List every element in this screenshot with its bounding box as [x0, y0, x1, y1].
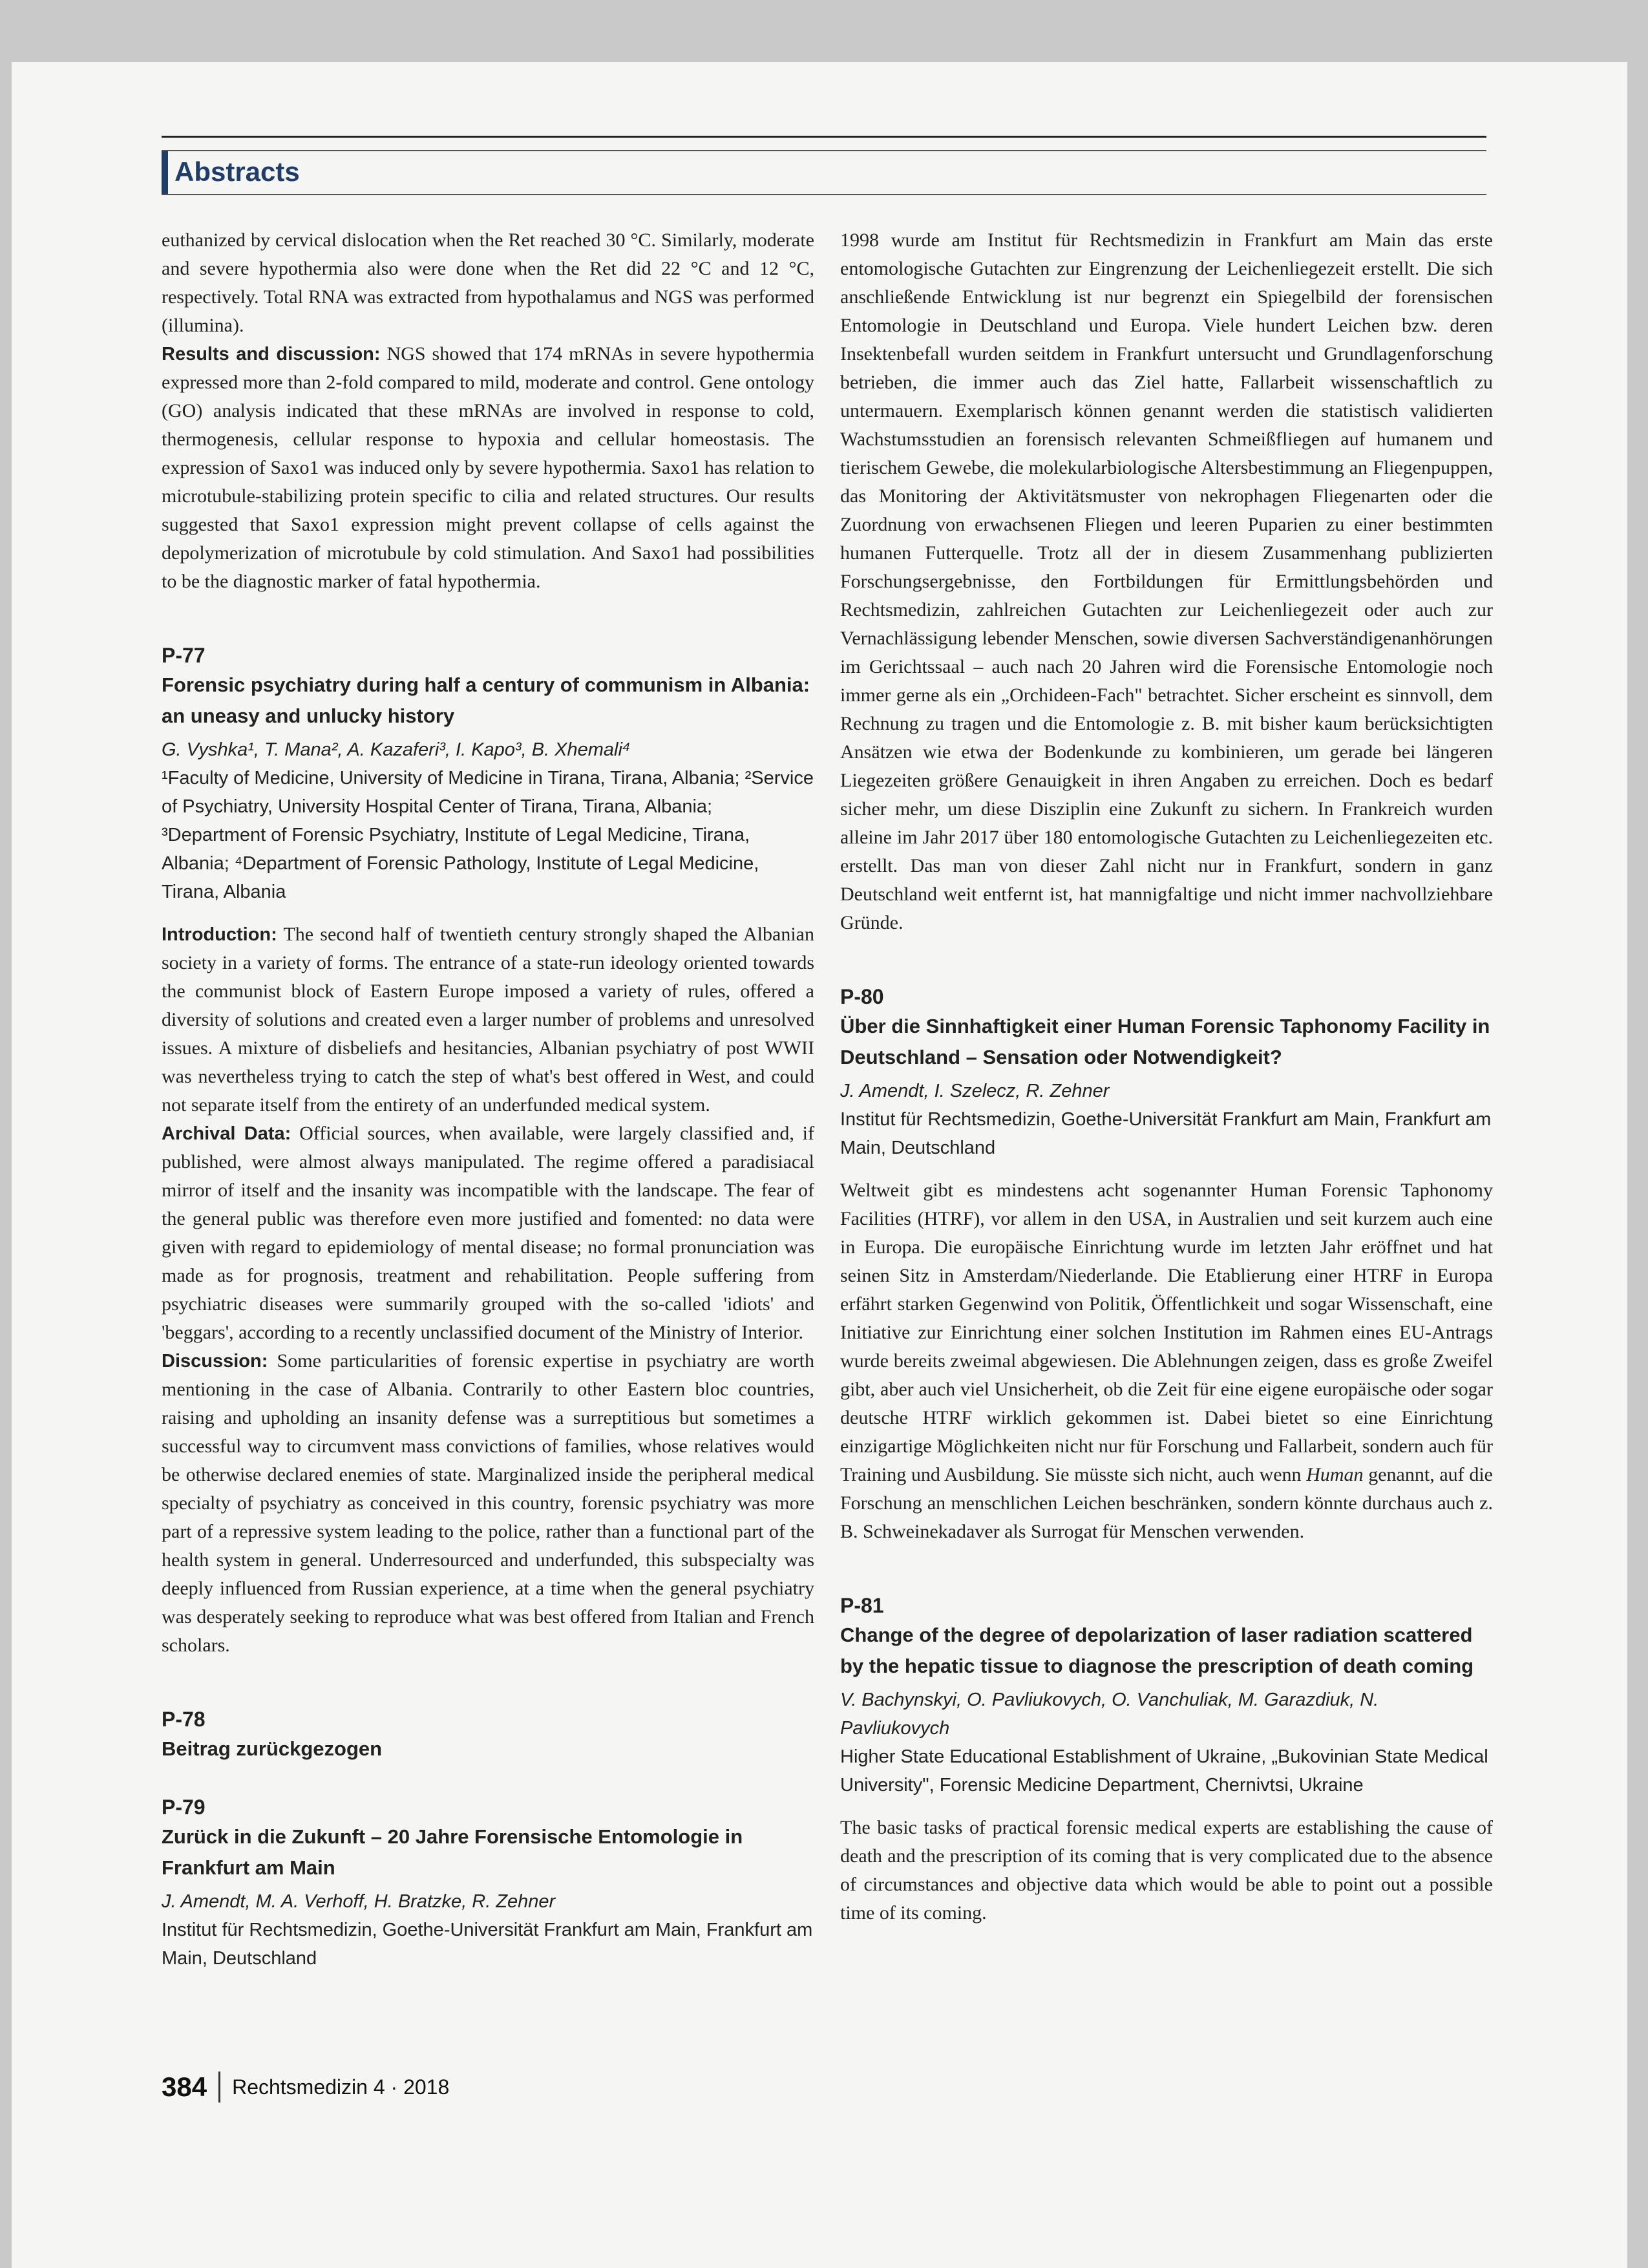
p81-body: The basic tasks of practical forensic medical experts are establishing the cause of death and the prescription of its coming that is very complicated due to the absence of circumstances and objective data which would be able to point out a possible time of its coming. — [840, 1817, 1493, 1924]
right-column — [840, 226, 1493, 1927]
p77-discussion — [162, 1347, 814, 1660]
p79-body: 1998 wurde am Institut für Rechtsmedizin in Frankfurt am Main das erste entomologische Gutachten zur Eingrenzung der Leichenliegezeit erstellt. Die sich anschließende Entwicklung ist nur begrenzt ein Spiegelbild der forensischen Entomologie in Deutschland und Europa. Viele hundert Leichen bzw. deren Insektenbefall wurden seitdem in Frankfurt untersucht und Grundlagenforschung betrieben, die immer auch das Ziel hatte, Fallarbeit wissenschaftlich zu untermauern. Exemplarisch können genannt werden die statistisch validierten Wachstumsstudien an forensisch relevanten Schmeißfliegen auf humanem und tierischem Gewebe, die molekularbiologische Altersbestimmung an Fliegenpuppen, das Monitoring der Aktivitätsmuster von nekrophagen Fliegenarten oder die Zuordnung von erwachsenen Fliegen und leeren Puparien zu einer bestimmten humanen Futterquelle. Trotz all der in diesem Zusammenhang publizierten Forschungsergebnisse, den Fortbildungen für Ermittlungsbehörden und Rechtsmedizin, zahlreichen Gutachten zur Leichenliegezeit oder auch zur Vernachlässigung lebender Menschen, sowie diversen Sachverständigenanhörungen im Gerichtssaal – auch nach 20 Jahren wird die Forensische Entomologie noch immer gerne als ein „Orchideen-Fach" betrachtet. Sicher erscheint es sinnvoll, dem Rechnung zu tragen und die Entomologie z. B. mit bisher kaum berücksichtigten Ansätzen wie etwa der Bodenkunde zu kombinieren, um gerade bei längeren Liegezeiten größere Genauigkeit in ihren Angaben zu erreichen. Doch es bedarf sicher mehr, um diese Disziplin eine Zukunft zu sichern. In Frankreich wurden alleine im Jahr 2017 über 180 entomologische Gutachten zu Leichenliegezeiten etc. erstellt. Das man von dieser Zahl nicht nur in Frankfurt, sondern in ganz Deutschland weit entfernt ist, hat mannigfaltige und nicht immer nachvollziehbare Gründe. — [840, 229, 1493, 933]
p81-id: P-81 — [840, 1594, 884, 1617]
p79-authors: J. Amendt, M. A. Verhoff, H. Bratzke, R. Zehner — [162, 1891, 556, 1912]
footer-separator — [218, 2072, 220, 2103]
p81-title: Change of the degree of depolarization of laser radiation scattered by the hepatic tissue to diagnose the prescription of death coming — [840, 1624, 1474, 1677]
section-header — [162, 150, 1486, 195]
p78-title: Beitrag zurückgezogen — [162, 1737, 383, 1760]
results-lead: Results and discussion: — [162, 344, 381, 365]
p80-body-emphasis: Human — [1306, 1464, 1364, 1485]
p81-authors: V. Bachynskyi, O. Pavliukovych, O. Vanchuliak, M. Garazdiuk, N. Pavliukovych — [840, 1690, 1379, 1739]
section-title: Abstracts — [174, 156, 300, 187]
p77-intro-text: The second half of twentieth century strongly shaped the Albanian society in a variety of forms. The entrance of a state-run ideology oriented towards the communist block of Eastern Europe imposed a variety of rules, offered a diversity of solutions and created even a larger number of problems and unresolved issues. A mixture of disbeliefs and hesitancies, Albanian psychiatry of post WWII was nevertheless trying to catch the step of what's best offered in West, and could not separate itself from the entirety of an underfunded medical system. — [162, 924, 814, 1116]
p77-archival-lead: Archival Data: — [162, 1123, 291, 1144]
p77-affiliation: ¹Faculty of Medicine, University of Medicine in Tirana, Tirana, Albania; ²Service of Psychiatry, University Hospital Center of Tirana, Tirana, Albania; ³Department of Forensic Psychiatry, Institute of Legal Medicine, Tirana, Albania; ⁴Department of Forensic Pathology, Institute of Legal Medicine, Tirana, Albania — [162, 768, 814, 902]
p79-affiliation: Institut für Rechtsmedizin, Goethe-Universität Frankfurt am Main, Frankfurt am Main, Deutschland — [162, 1920, 813, 1969]
p80-affiliation: Institut für Rechtsmedizin, Goethe-Universität Frankfurt am Main, Frankfurt am Main, Deutschland — [840, 1109, 1492, 1158]
p80-body-end: genannt, auf die Forschung an menschlichen Leichen beschränken, sondern könnte durchaus auch z. B. Schweinekadaver als Surrogat für Menschen verwenden. — [840, 1464, 1493, 1542]
p79-title: Zurück in die Zukunft – 20 Jahre Forensische Entomologie in Frankfurt am Main — [162, 1825, 743, 1879]
page-footer — [162, 2072, 449, 2103]
continuation-paragraph — [162, 226, 814, 596]
p77-title: Forensic psychiatry during half a century of communism in Albania: an uneasy and unlucky history — [162, 673, 810, 727]
p79-id: P-79 — [162, 1796, 206, 1819]
p80-authors: J. Amendt, I. Szelecz, R. Zehner — [840, 1081, 1110, 1101]
p78-id: P-78 — [162, 1708, 206, 1731]
p77-archival — [162, 1119, 814, 1347]
p80-body — [840, 1176, 1493, 1546]
p77-introduction — [162, 920, 814, 1119]
p77-intro-lead: Introduction: — [162, 924, 277, 945]
p80-title: Über die Sinnhaftigkeit einer Human Forensic Taphonomy Facility in Deutschland – Sensation oder Notwendigkeit? — [840, 1015, 1490, 1068]
journal-issue: Rechtsmedizin 4 · 2018 — [232, 2075, 450, 2099]
p80-id: P-80 — [840, 985, 884, 1008]
p77-discussion-text: Some particularities of forensic expertise in psychiatry are worth mentioning in the case of Albania. Contrarily to other Eastern bloc countries, raising and upholding an insanity defense was a surreptitious but sometimes a successful way to circumvent mass convictions of families, whose relatives would be otherwise declared enemies of state. Marginalized inside the peripheral medical specialty of psychiatry as conceived in this country, forensic psychiatry was more part of a repressive system leading to the police, rather than a functional part of the health system in general. Underresourced and underfunded, this subspecialty was deeply influenced from Russian experience, at a time when the general psychiatry was desperately seeking to reproduce what was best offered from Italian and French scholars. — [162, 1350, 814, 1656]
continuation-intro: euthanized by cervical dislocation when the Ret reached 30 °C. Similarly, moderate and severe hypothermia also were done when the Ret did 22 °C and 12 °C, respectively. Total RNA was extracted from hypothalamus and NGS was performed (illumina). — [162, 229, 814, 336]
p81-affiliation: Higher State Educational Establishment of Ukraine, „Bukovinian State Medical University", Forensic Medicine Department, Chernivtsi, Ukraine — [840, 1746, 1488, 1796]
p77-authors: G. Vyshka¹, T. Mana², A. Kazaferi³, I. Kapo³, B. Xhemali⁴ — [162, 739, 631, 760]
left-column — [162, 226, 814, 1973]
header-rule — [162, 136, 1486, 138]
results-text: NGS showed that 174 mRNAs in severe hypothermia expressed more than 2-fold compared to mild, moderate and control. Gene ontology (GO) analysis indicated that these mRNAs are involved in response to cold, thermogenesis, cellular response to hypoxia and cellular homeostasis. The expression of Saxo1 was induced only by severe hypothermia. Saxo1 has relation to microtubule-stabilizing protein specific to cilia and related structures. Our results suggested that Saxo1 expression might prevent collapse of cells against the depolymerization of microtubule by cold stimulation. And Saxo1 had possibilities to be the diagnostic marker of fatal hypothermia. — [162, 343, 814, 592]
p77-id: P-77 — [162, 644, 206, 667]
page-number: 384 — [162, 2072, 207, 2102]
p80-body-text: Weltweit gibt es mindestens acht sogenannter Human Forensic Taphonomy Facilities (HTRF), vor allem in den USA, in Australien und seit kurzem auch eine in Europa. Die europäische Einrichtung wurde im letzten Jahr eröffnet und hat seinen Sitz in Amsterdam/Niederlande. Die Etablierung einer HTRF in Europa erfährt starken Gegenwind von Politik, Öffentlichkeit und sogar Wissenschaft, eine Initiative zur Einrichtung einer solchen Institution im Rahmen eines EU-Antrags wurde bereits zweimal abgewiesen. Die Ablehnungen zeigen, dass es große Zweifel gibt, aber auch viel Unsicherheit, ob die Zeit für eine eigene europäische oder sogar deutsche HTRF wirklich gekommen ist. Dabei bietet so eine Einrichtung einzigartige Möglichkeiten nicht nur für Forschung und Fallarbeit, sondern auch für Training und Ausbildung. Sie müsste sich nicht, auch wenn — [840, 1180, 1493, 1485]
header-accent-bar — [162, 151, 168, 194]
p77-archival-text: Official sources, when available, were largely classified and, if published, were almost always manipulated. The regime offered a paradisiacal mirror of itself and the insanity was incompatible with the landscape. The fear of the general public was therefore even more justified and fomented: no data were given with regard to epidemiology of mental disease; no formal pronunciation was made as for prognosis, treatment and rehabilitation. People suffering from psychiatric diseases were summarily grouped with the so-called 'idiots' and 'beggars', according to a recently unclassified document of the Ministry of Interior. — [162, 1123, 814, 1343]
p77-discussion-lead: Discussion: — [162, 1351, 268, 1372]
